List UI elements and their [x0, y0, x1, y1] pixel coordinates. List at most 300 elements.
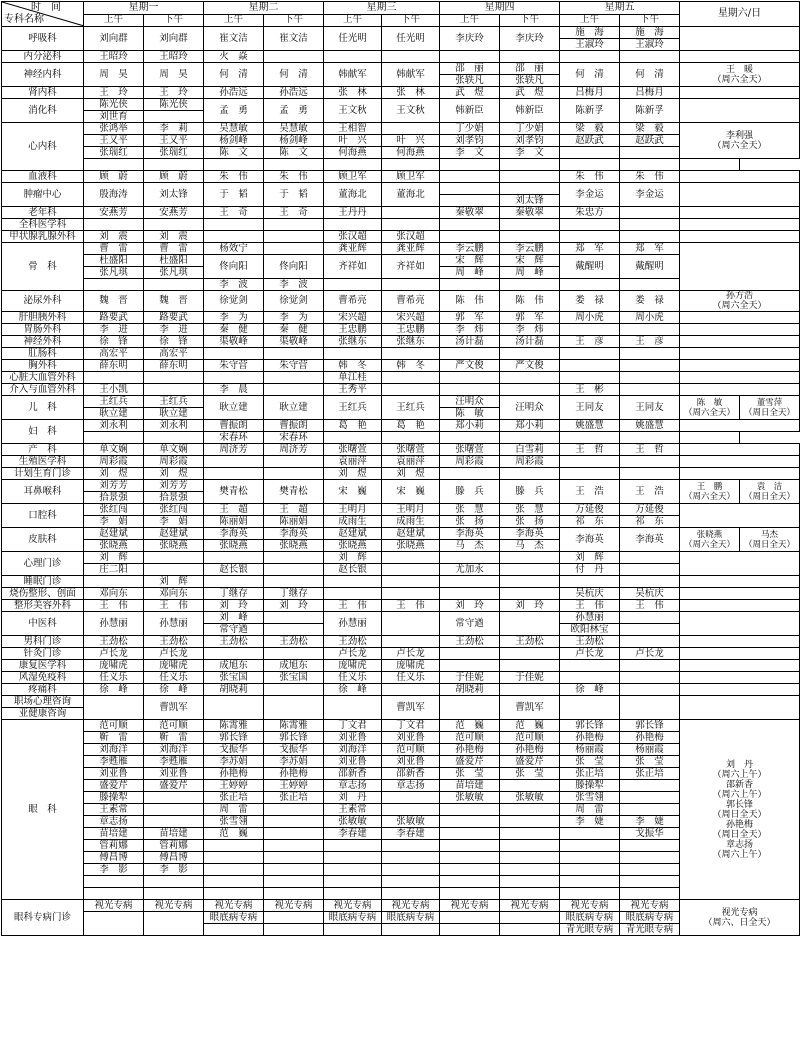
doctor-cell: 周 昊 — [144, 63, 204, 87]
weekend-doctor-cell — [680, 171, 800, 183]
doctor-cell: 陈 文 — [204, 147, 264, 159]
doctor-cell: 杨丽霞 — [620, 744, 680, 756]
doctor-cell — [144, 804, 204, 816]
doctor-cell: 张瑞红 — [84, 147, 144, 159]
doctor-cell: 赵建斌 — [324, 528, 382, 540]
weekend-doctor-cell: 李利强 （周六全天） — [680, 123, 800, 159]
doctor-cell — [204, 888, 264, 900]
doctor-cell — [620, 696, 680, 720]
doctor-cell: 刘海洋 — [84, 744, 144, 756]
weekend-doctor-cell — [680, 27, 800, 51]
doctor-cell — [500, 852, 560, 864]
department-name: 睡眠门诊 — [2, 576, 84, 588]
doctor-cell: 刘 玲 — [204, 600, 264, 612]
doctor-cell: 王 奇 — [264, 207, 324, 219]
doctor-cell: 郭 军 — [500, 312, 560, 324]
doctor-cell: 视光专病 — [560, 900, 620, 912]
doctor-cell: 张宝国 — [204, 672, 264, 684]
doctor-cell: 视光专病 — [440, 900, 500, 912]
doctor-cell: 葛 艳 — [324, 420, 382, 432]
doctor-cell — [440, 648, 500, 660]
doctor-cell — [144, 372, 204, 384]
doctor-cell: 殷海涛 — [84, 183, 144, 207]
doctor-cell: 刘亚鲁 — [324, 756, 382, 768]
department-name: 介入与血管外科 — [2, 384, 84, 396]
weekend-doctor-cell: 孙方浩 （周六全天） — [680, 291, 800, 312]
pm-header: 下午 — [620, 14, 680, 27]
doctor-cell: 王 彦 — [560, 336, 620, 348]
doctor-cell: 刘 玲 — [500, 600, 560, 612]
doctor-cell: 邵 丽 — [500, 63, 560, 75]
doctor-cell — [144, 279, 204, 291]
doctor-cell: 张晓燕 — [324, 540, 382, 552]
doctor-cell: 汤计磊 — [500, 336, 560, 348]
weekend-doctor-cell — [680, 588, 800, 600]
schedule-row — [2, 183, 800, 195]
doctor-cell: 单江桂 — [324, 372, 382, 384]
doctor-cell — [560, 888, 620, 900]
doctor-cell: 刘 煜 — [324, 468, 382, 480]
doctor-cell: 于佳妮 — [440, 672, 500, 684]
doctor-cell: 陈霄雅 — [204, 720, 264, 732]
department-name: 心理门诊 — [2, 552, 84, 576]
weekend-doctor-cell — [680, 600, 800, 612]
doctor-cell — [264, 684, 324, 696]
doctor-cell — [204, 576, 264, 588]
doctor-cell: 吴慧敏 — [264, 123, 324, 135]
doctor-cell: 王 玲 — [144, 87, 204, 99]
doctor-cell: 曹 雷 — [144, 243, 204, 255]
doctor-cell — [620, 552, 680, 564]
doctor-cell: 魏 晋 — [84, 291, 144, 312]
doctor-cell — [204, 552, 264, 564]
doctor-cell: 陈 敏 — [440, 408, 500, 420]
weekend-doctor-cell — [680, 456, 800, 468]
doctor-cell: 王婷婷 — [204, 780, 264, 792]
doctor-cell: 王素常 — [84, 804, 144, 816]
am-header: 上午 — [324, 14, 382, 27]
doctor-cell: 薛东明 — [144, 360, 204, 372]
doctor-cell — [382, 636, 440, 648]
doctor-cell: 王劲松 — [84, 636, 144, 648]
dept-label: 专科名称 — [4, 14, 44, 25]
schedule-row — [2, 123, 800, 135]
doctor-cell — [264, 696, 324, 720]
doctor-cell: 王 超 — [204, 504, 264, 516]
doctor-cell: 宋兴超 — [382, 312, 440, 324]
doctor-cell: 王婷婷 — [264, 780, 324, 792]
doctor-cell: 王劲松 — [500, 636, 560, 648]
doctor-cell: 徐 峰 — [560, 684, 620, 696]
weekend-doctor-cell — [680, 207, 800, 219]
doctor-cell: 高宏平 — [144, 348, 204, 360]
doctor-cell: 王 伟 — [382, 600, 440, 612]
day-header-wed: 星期三 — [324, 2, 440, 15]
doctor-cell: 施 海 — [560, 27, 620, 39]
doctor-cell: 庞啸虎 — [84, 660, 144, 672]
doctor-cell: 徐觉剑 — [204, 291, 264, 312]
doctor-cell — [264, 456, 324, 468]
doctor-cell: 李海英 — [500, 528, 560, 540]
doctor-cell: 孙浩远 — [264, 87, 324, 99]
doctor-cell — [620, 207, 680, 219]
doctor-cell — [560, 159, 620, 171]
doctor-cell: 赵建斌 — [84, 528, 144, 540]
doctor-cell — [204, 372, 264, 384]
weekend-doctor-cell — [680, 384, 800, 396]
doctor-cell — [560, 828, 620, 840]
schedule-row — [2, 231, 800, 243]
doctor-cell — [440, 183, 500, 195]
doctor-cell: 卢长龙 — [324, 648, 382, 660]
doctor-cell: 孟 勇 — [264, 99, 324, 123]
doctor-cell — [382, 384, 440, 396]
doctor-cell — [204, 924, 264, 936]
doctor-cell — [440, 432, 500, 444]
doctor-cell — [560, 468, 620, 480]
doctor-cell: 李 娟 — [144, 516, 204, 528]
doctor-cell: 张轶凡 — [440, 75, 500, 87]
doctor-cell — [324, 219, 382, 231]
doctor-cell — [560, 51, 620, 63]
doctor-cell — [440, 852, 500, 864]
doctor-cell: 龚亚辉 — [382, 243, 440, 255]
schedule-row — [2, 27, 800, 39]
weekend-doctor-cell — [680, 372, 800, 384]
doctor-cell: 李金运 — [560, 183, 620, 207]
doctor-cell — [382, 852, 440, 864]
doctor-cell: 王又平 — [144, 135, 204, 147]
doctor-cell: 曹凯军 — [144, 696, 204, 720]
doctor-cell: 王素常 — [324, 804, 382, 816]
doctor-cell — [264, 372, 324, 384]
doctor-cell: 汪明众 — [440, 396, 500, 408]
doctor-cell: 苗培建 — [84, 828, 144, 840]
doctor-cell — [440, 279, 500, 291]
weekend-doctor-cell — [680, 468, 800, 480]
schedule-row — [2, 243, 800, 255]
doctor-cell: 杨剑峰 — [264, 135, 324, 147]
weekend-doctor-cell — [680, 51, 800, 63]
doctor-cell: 张曙萱 — [382, 444, 440, 456]
department-name: 男科门诊 — [2, 636, 84, 648]
weekend-doctor-cell: 视光专病 （周六、日全天） — [680, 900, 800, 936]
doctor-cell: 李云鹏 — [440, 243, 500, 255]
doctor-cell: 傅昌博 — [144, 852, 204, 864]
schedule-row — [2, 396, 800, 408]
doctor-cell — [264, 912, 324, 924]
doctor-cell: 汪明众 — [500, 396, 560, 420]
doctor-cell — [560, 219, 620, 231]
doctor-cell: 李海英 — [264, 528, 324, 540]
doctor-cell: 叶 兴 — [382, 135, 440, 147]
doctor-cell: 朱 伟 — [264, 171, 324, 183]
doctor-cell: 邓向东 — [84, 588, 144, 600]
doctor-cell — [204, 348, 264, 360]
doctor-cell: 陈新孚 — [560, 99, 620, 123]
doctor-cell: 常守遒 — [440, 612, 500, 636]
doctor-cell: 张敏敏 — [382, 816, 440, 828]
doctor-cell — [324, 876, 382, 888]
schedule-row — [2, 420, 800, 432]
doctor-cell: 视光专病 — [264, 900, 324, 912]
doctor-cell: 李 婕 — [560, 816, 620, 828]
doctor-cell: 郭 军 — [440, 312, 500, 324]
doctor-cell: 刘亚鲁 — [84, 768, 144, 780]
doctor-cell — [144, 888, 204, 900]
doctor-cell — [84, 912, 144, 936]
doctor-cell: 张晓燕 — [84, 540, 144, 552]
doctor-cell: 刘永利 — [144, 420, 204, 432]
doctor-cell: 视光专病 — [500, 900, 560, 912]
doctor-cell: 宋 巍 — [324, 480, 382, 504]
department-name: 中医科 — [2, 612, 84, 636]
doctor-cell: 宋 辉 — [500, 255, 560, 267]
schedule-row — [2, 219, 800, 231]
doctor-cell: 刘孝钧 — [440, 135, 500, 147]
doctor-cell — [560, 231, 620, 243]
schedule-row — [2, 336, 800, 348]
doctor-cell: 郑 军 — [560, 243, 620, 255]
doctor-cell: 滕 兵 — [500, 480, 560, 504]
doctor-cell: 周彩霞 — [144, 456, 204, 468]
doctor-cell: 赵长银 — [204, 564, 264, 576]
doctor-cell: 卢长龙 — [84, 648, 144, 660]
doctor-cell — [620, 564, 680, 576]
doctor-cell: 王同友 — [620, 396, 680, 420]
doctor-cell — [500, 219, 560, 231]
doctor-cell: 赵跃武 — [620, 135, 680, 147]
doctor-cell — [264, 612, 324, 624]
doctor-cell — [440, 51, 500, 63]
schedule-row — [2, 444, 800, 456]
department-name: 眼科专病门诊 — [2, 900, 84, 936]
doctor-cell — [620, 372, 680, 384]
doctor-cell: 崔文洁 — [204, 27, 264, 51]
doctor-cell — [560, 852, 620, 864]
doctor-cell: 刘孝钧 — [500, 135, 560, 147]
doctor-cell: 秦 健 — [264, 324, 324, 336]
doctor-cell — [382, 612, 440, 636]
doctor-cell — [264, 804, 324, 816]
doctor-cell: 单文娴 — [144, 444, 204, 456]
weekend-doctor-cell: 董雪萍 （周日全天） — [740, 396, 800, 420]
doctor-cell: 任义乐 — [382, 672, 440, 684]
doctor-cell — [500, 432, 560, 444]
doctor-cell — [144, 219, 204, 231]
doctor-cell — [84, 159, 144, 171]
doctor-cell: 陈 伟 — [440, 291, 500, 312]
schedule-row — [2, 672, 800, 684]
doctor-cell — [204, 864, 264, 876]
doctor-cell: 何 清 — [204, 63, 264, 87]
doctor-cell: 刘 辉 — [84, 552, 144, 564]
doctor-cell — [500, 828, 560, 840]
doctor-cell: 李云鹏 — [500, 243, 560, 255]
weekend-doctor-cell — [680, 312, 800, 324]
department-name: 肾内科 — [2, 87, 84, 99]
doctor-cell: 周彩霞 — [84, 456, 144, 468]
doctor-cell: 视光专病 — [84, 900, 144, 912]
doctor-cell: 耿立建 — [204, 396, 264, 420]
doctor-cell: 王 浩 — [560, 480, 620, 504]
department-name: 内分泌科 — [2, 51, 84, 63]
doctor-cell — [144, 552, 204, 564]
department-name: 血液科 — [2, 171, 84, 183]
doctor-cell: 渠敬峰 — [264, 336, 324, 348]
doctor-cell — [500, 372, 560, 384]
doctor-cell: 吴杭庆 — [620, 588, 680, 600]
doctor-cell: 戈振华 — [620, 828, 680, 840]
doctor-cell — [560, 672, 620, 684]
doctor-cell — [500, 612, 560, 636]
doctor-cell: 袁丽萍 — [324, 456, 382, 468]
doctor-cell — [84, 876, 144, 888]
doctor-cell: 陈光侠 — [84, 99, 144, 111]
day-header-mon: 星期一 — [84, 2, 204, 15]
weekend-doctor-cell — [680, 360, 800, 372]
doctor-cell: 张 莹 — [620, 756, 680, 768]
doctor-cell: 齐祥如 — [324, 255, 382, 279]
doctor-cell: 张雪翎 — [204, 816, 264, 828]
schedule-row — [2, 588, 800, 600]
weekend-doctor-cell — [680, 420, 800, 432]
doctor-cell — [382, 792, 440, 804]
doctor-cell: 火 焱 — [204, 51, 264, 63]
schedule-row — [2, 636, 800, 648]
doctor-cell: 齐祥如 — [382, 255, 440, 279]
doctor-cell: 张正培 — [264, 792, 324, 804]
weekend-doctor-cell: 袁 洁 （周日全天） — [740, 480, 800, 504]
doctor-cell: 王明月 — [324, 504, 382, 516]
department-name: 妇 科 — [2, 420, 84, 444]
doctor-cell: 郭长锋 — [560, 720, 620, 732]
doctor-cell — [324, 348, 382, 360]
doctor-cell: 刘 玲 — [440, 600, 500, 612]
doctor-cell — [500, 468, 560, 480]
doctor-cell — [264, 816, 324, 828]
doctor-cell: 曹希亮 — [382, 291, 440, 312]
doctor-cell — [382, 348, 440, 360]
doctor-cell: 李 婕 — [620, 816, 680, 828]
doctor-cell — [264, 828, 324, 840]
doctor-cell — [560, 147, 620, 159]
doctor-cell: 张红闯 — [84, 504, 144, 516]
doctor-cell: 张宝国 — [264, 672, 324, 684]
doctor-cell: 曹 雷 — [84, 243, 144, 255]
doctor-cell: 单文娴 — [84, 444, 144, 456]
doctor-cell — [560, 372, 620, 384]
weekend-doctor-cell — [680, 231, 800, 243]
doctor-cell: 靳 雷 — [144, 732, 204, 744]
doctor-cell — [84, 888, 144, 900]
doctor-cell: 管莉娜 — [144, 840, 204, 852]
doctor-cell — [620, 672, 680, 684]
doctor-cell: 李 波 — [204, 279, 264, 291]
doctor-cell — [440, 588, 500, 600]
doctor-cell: 吴杭庆 — [560, 588, 620, 600]
doctor-cell: 王 伟 — [620, 600, 680, 612]
doctor-cell: 曹振朗 — [204, 420, 264, 432]
doctor-cell: 王红兵 — [324, 396, 382, 420]
doctor-cell: 尤加永 — [440, 564, 500, 576]
doctor-cell: 吴慧敏 — [204, 123, 264, 135]
doctor-cell: 杜盛阳 — [144, 255, 204, 267]
doctor-cell — [560, 864, 620, 876]
doctor-cell: 刘向群 — [144, 27, 204, 51]
doctor-cell: 任义乐 — [324, 672, 382, 684]
doctor-cell: 刘亚鲁 — [382, 756, 440, 768]
doctor-cell — [324, 924, 382, 936]
doctor-cell: 成雨生 — [324, 516, 382, 528]
schedule-body — [2, 27, 800, 936]
doctor-cell: 王 彦 — [620, 336, 680, 348]
doctor-cell: 顾卫军 — [324, 171, 382, 183]
doctor-cell: 张瑞红 — [144, 147, 204, 159]
schedule-row — [2, 171, 800, 183]
doctor-cell: 张正培 — [620, 768, 680, 780]
doctor-cell: 范 巍 — [440, 720, 500, 732]
doctor-cell: 孙艳梅 — [620, 732, 680, 744]
doctor-cell: 刘太锋 — [144, 183, 204, 207]
doctor-cell: 薛东明 — [84, 360, 144, 372]
doctor-cell: 宋春环 — [204, 432, 264, 444]
doctor-cell: 王昭玲 — [84, 51, 144, 63]
doctor-cell — [500, 876, 560, 888]
doctor-cell: 刘 震 — [84, 231, 144, 243]
doctor-cell — [144, 912, 204, 936]
doctor-cell: 王丹丹 — [324, 207, 382, 219]
doctor-cell — [84, 219, 144, 231]
doctor-cell: 于 韬 — [264, 183, 324, 207]
weekend-doctor-cell — [680, 552, 800, 576]
doctor-cell — [620, 876, 680, 888]
doctor-cell — [500, 816, 560, 828]
schedule-row — [2, 612, 800, 624]
doctor-cell: 郭长锋 — [620, 720, 680, 732]
department-name: 口腔科 — [2, 504, 84, 528]
doctor-cell: 朱 伟 — [620, 171, 680, 183]
doctor-cell: 丁继存 — [204, 588, 264, 600]
department-name: 泌尿外科 — [2, 291, 84, 312]
weekend-doctor-cell — [680, 648, 800, 660]
doctor-cell: 宋 辉 — [440, 255, 500, 267]
doctor-cell — [440, 552, 500, 564]
doctor-cell: 章志扬 — [324, 780, 382, 792]
doctor-cell — [382, 432, 440, 444]
doctor-cell: 李苏娟 — [264, 756, 324, 768]
doctor-cell — [620, 219, 680, 231]
doctor-cell: 盛爱芹 — [440, 756, 500, 768]
weekend-doctor-cell — [680, 324, 800, 336]
doctor-cell: 韩新臣 — [500, 99, 560, 123]
doctor-cell: 庞啸虎 — [382, 660, 440, 672]
doctor-cell: 王文秋 — [324, 99, 382, 123]
doctor-cell: 张正培 — [204, 792, 264, 804]
doctor-cell: 刘亚鲁 — [382, 732, 440, 744]
doctor-cell: 任义乐 — [84, 672, 144, 684]
doctor-cell: 孙浩远 — [204, 87, 264, 99]
doctor-cell: 眼底病专病 — [204, 912, 264, 924]
doctor-cell: 王 伟 — [84, 600, 144, 612]
doctor-cell — [440, 888, 500, 900]
doctor-cell: 张继东 — [324, 336, 382, 348]
doctor-cell — [620, 360, 680, 372]
doctor-cell — [382, 588, 440, 600]
doctor-cell: 丁文君 — [324, 720, 382, 732]
doctor-cell: 王 哲 — [560, 444, 620, 456]
doctor-cell — [382, 372, 440, 384]
